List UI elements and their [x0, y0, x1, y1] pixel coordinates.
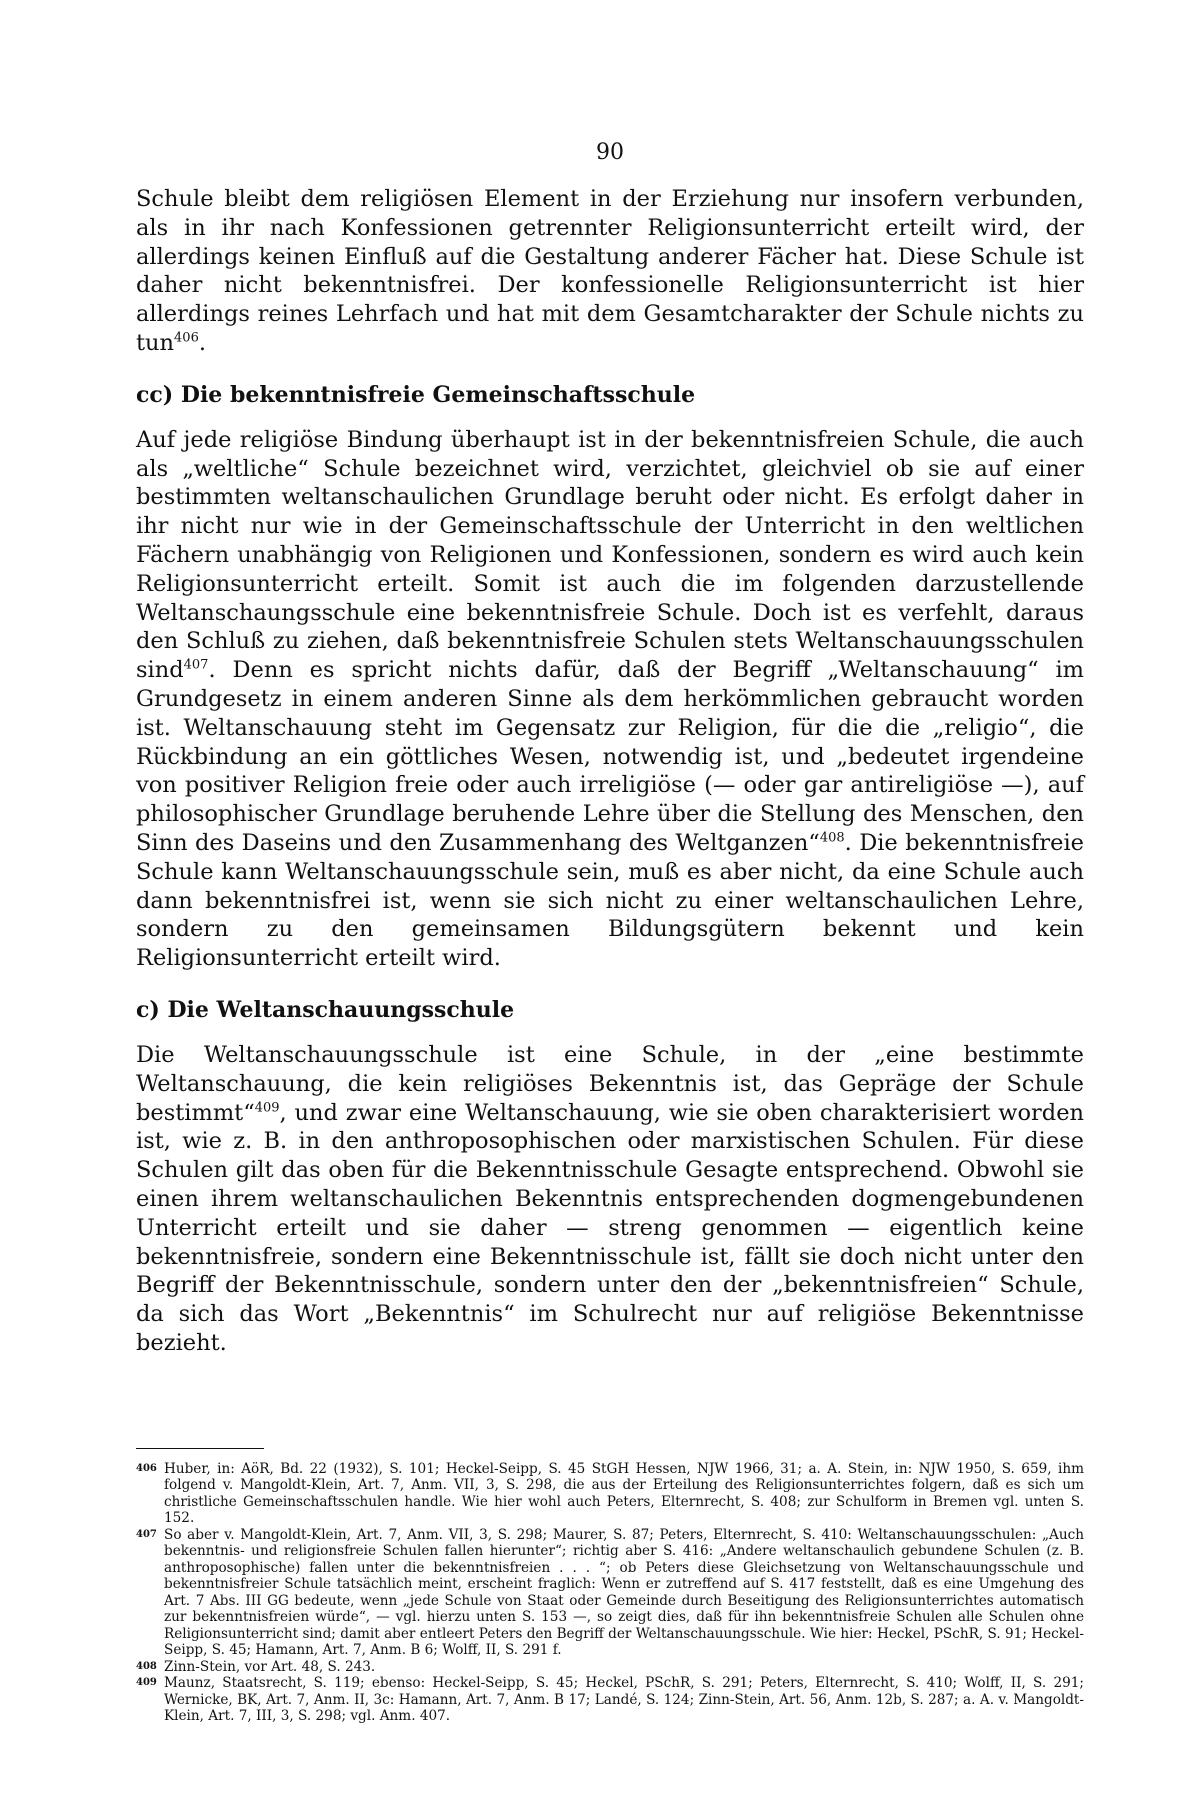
- footnote-text: Zinn-Stein, vor Art. 48, S. 243.: [164, 1658, 376, 1675]
- footnote-ref-407[interactable]: 407: [183, 657, 209, 673]
- section-cc-paragraph: [136, 426, 1084, 973]
- footnote-divider: [136, 1448, 264, 1449]
- footnote-marker: 407: [136, 1528, 157, 1540]
- footnote-text: So aber v. Mangoldt-Klein, Art. 7, Anm. VII, 3, S. 298; Maurer, S. 87; Peters, Elternrecht, S. 410: Weltanschauungsschulen: „Auch bekenntnis- und religionsfreie Schulen fallen hierunter“; richtig aber S. 416: „Andere weltanschaulich gebundene Schulen (z. B. anthroposophische) fallen unter die bekenntnisfreien . . . “; ob Peters diese Gleichsetzung von Weltanschauungsschule und bekenntnisfreier Schule tatsächlich meint, erscheint fraglich: Wenn er zutreffend auf S. 417 feststellt, daß es eine Umgehung des Art. 7 Abs. III GG bedeute, wenn „jede Schule von Staat oder Gemeinde durch Beseitigung des Religionsunterrichtes automatisch zur bekenntnisfreien würde“, — vgl. hierzu unten S. 153 —, so zeigt dies, daß für ihn bekenntnisfreie Schulen alle Schulen ohne Religionsunterricht sind; damit aber entleert Peters den Begriff der Weltanschauungsschule. Wie hier: Heckel, PSchR, S. 91; Heckel-Seipp, S. 45; Hamann, Art. 7, Anm. B 6; Wolff, II, S. 291 f.: [164, 1526, 1084, 1659]
- section-c-text-2: , und zwar eine Weltanschauung, wie sie oben charakterisiert worden ist, wie z. B. in den anthroposophischen oder marxistischen Schulen. Für diese Schulen gilt das oben für die Bekenntnisschule Gesagte entsprechend. Obwohl sie einen ihrem weltanschaulichen Bekenntnis entsprechenden dogmengebundenen Unterricht erteilt und sie daher — streng genommen — eigentlich keine bekenntnisfreie, sondern eine Bekenntnisschule ist, fällt sie doch nicht unter den Begriff der Bekenntnisschule, sondern unter den der „bekenntnisfreien“ Schule, da sich das Wort „Bekenntnis“ im Schulrecht nur auf religiöse Bekenntnisse bezieht.: [136, 1099, 1084, 1356]
- section-cc-text-3: . Die bekenntnisfreie Schule kann Weltanschauungsschule sein, muß es aber nicht, da eine Schule auch dann bekenntnisfrei ist, wenn sie sich nicht zu einer weltanschaulichen Lehre, sondern zu den gemeinsamen Bildungsgütern bekennt und kein Religionsunterricht erteilt wird.: [136, 829, 1084, 972]
- footnote-406: [136, 1461, 1084, 1527]
- section-cc-text-1: Auf jede religiöse Bindung überhaupt ist in der bekenntnisfreien Schule, die auch als „weltliche“ Schule bezeichnet wird, verzichtet, gleichviel ob sie auf einer bestimmten weltanschaulichen Grundlage beruht oder nicht. Es erfolgt daher in ihr nicht nur wie in der Gemeinschaftsschule der Unterricht in den weltlichen Fächern unabhängig von Religionen und Konfessionen, sondern es wird auch kein Religionsunterricht erteilt. Somit ist auch die im folgenden darzustellende Weltanschaungsschule eine bekenntnisfreie Schule. Doch ist es verfehlt, daraus den Schluß zu ziehen, daß bekenntnisfreie Schulen stets Weltanschauungsschulen sind: [136, 426, 1084, 684]
- footnote-ref-408[interactable]: 408: [819, 830, 845, 846]
- footnote-408: [136, 1659, 1084, 1676]
- intro-paragraph: [136, 185, 1084, 358]
- intro-text: Schule bleibt dem religiösen Element in der Erziehung nur insofern verbunden, als in ihr nach Konfessionen getrennter Religionsunterricht erteilt wird, der allerdings keinen Einfluß auf die Gestaltung anderer Fächer hat. Diese Schule ist daher nicht bekenntnisfrei. Der konfessionelle Religionsunterricht ist hier allerdings reines Lehrfach und hat mit dem Gesamtcharakter der Schule nichts zu tun: [136, 186, 1084, 356]
- intro-tail: .: [198, 329, 207, 356]
- footnotes: [136, 1461, 1084, 1725]
- section-heading-c: c) Die Weltanschauungsschule: [136, 996, 515, 1023]
- footnote-text: Maunz, Staatsrecht, S. 119; ebenso: Heckel-Seipp, S. 45; Heckel, PSchR, S. 291; Peters, Elternrecht, S. 410; Wolff, II, S. 291; Wernicke, BK, Art. 7, Anm. II, 3c: Hamann, Art. 7, Anm. B 17; Landé, S. 124; Zinn-Stein, Art. 56, Anm. 12b, S. 287; a. A. v. Mangoldt-Klein, Art. 7, III, 3, S. 298; vgl. Anm. 407.: [164, 1675, 1084, 1725]
- page-number: 90: [596, 140, 624, 165]
- body-text: [136, 185, 1084, 1358]
- footnote-text: Huber, in: AöR, Bd. 22 (1932), S. 101; Heckel-Seipp, S. 45 StGH Hessen, NJW 1966, 31; a. A. Stein, in: NJW 1950, S. 659, ihm folgend v. Mangoldt-Klein, Art. 7, Anm. VII, 3, S. 298, die aus der Erteilung des Religionsunterrichtes folgern, daß es sich um christliche Gemeinschaftsschulen handle. Wie hier wohl auch Peters, Elternrecht, S. 408; zur Schulform in Bremen vgl. unten S. 152.: [164, 1460, 1084, 1527]
- footnote-ref-406[interactable]: 406: [174, 330, 199, 346]
- footnote-marker: 406: [136, 1462, 157, 1474]
- footnote-marker: 409: [136, 1677, 157, 1689]
- document-page: [136, 140, 1084, 1725]
- section-heading-cc: cc) Die bekenntnisfreie Gemeinschaftsschule: [136, 381, 696, 408]
- section-cc-text-2: . Denn es spricht nichts dafür, daß der Begriff „Weltanschauung“ im Grundgesetz in einem anderen Sinne als dem herkömmlichen gebraucht worden ist. Weltanschauung steht im Gegensatz zur Religion, für die die „religio“, die Rückbindung an ein göttliches Wesen, notwendig ist, und „bedeutet irgendeine von positiver Religion freie oder auch irreligiöse (— oder gar antireligiöse —), auf philosophischer Grundlage beruhende Lehre über die Stellung des Menschen, den Sinn des Daseins und den Zusammenhang des Weltganzen“: [136, 657, 1084, 856]
- footnote-ref-409[interactable]: 409: [254, 1100, 280, 1116]
- footnote-407: [136, 1527, 1084, 1659]
- footnote-409: [136, 1675, 1084, 1725]
- section-c-paragraph: [136, 1041, 1084, 1358]
- section-c-text-1: Die Weltanschauungsschule ist eine Schule, in der „eine bestimmte Weltanschauung, die kein religiöses Bekenntnis ist, das Gepräge der Schule bestimmt“: [136, 1041, 1084, 1126]
- footnote-marker: 408: [136, 1660, 157, 1672]
